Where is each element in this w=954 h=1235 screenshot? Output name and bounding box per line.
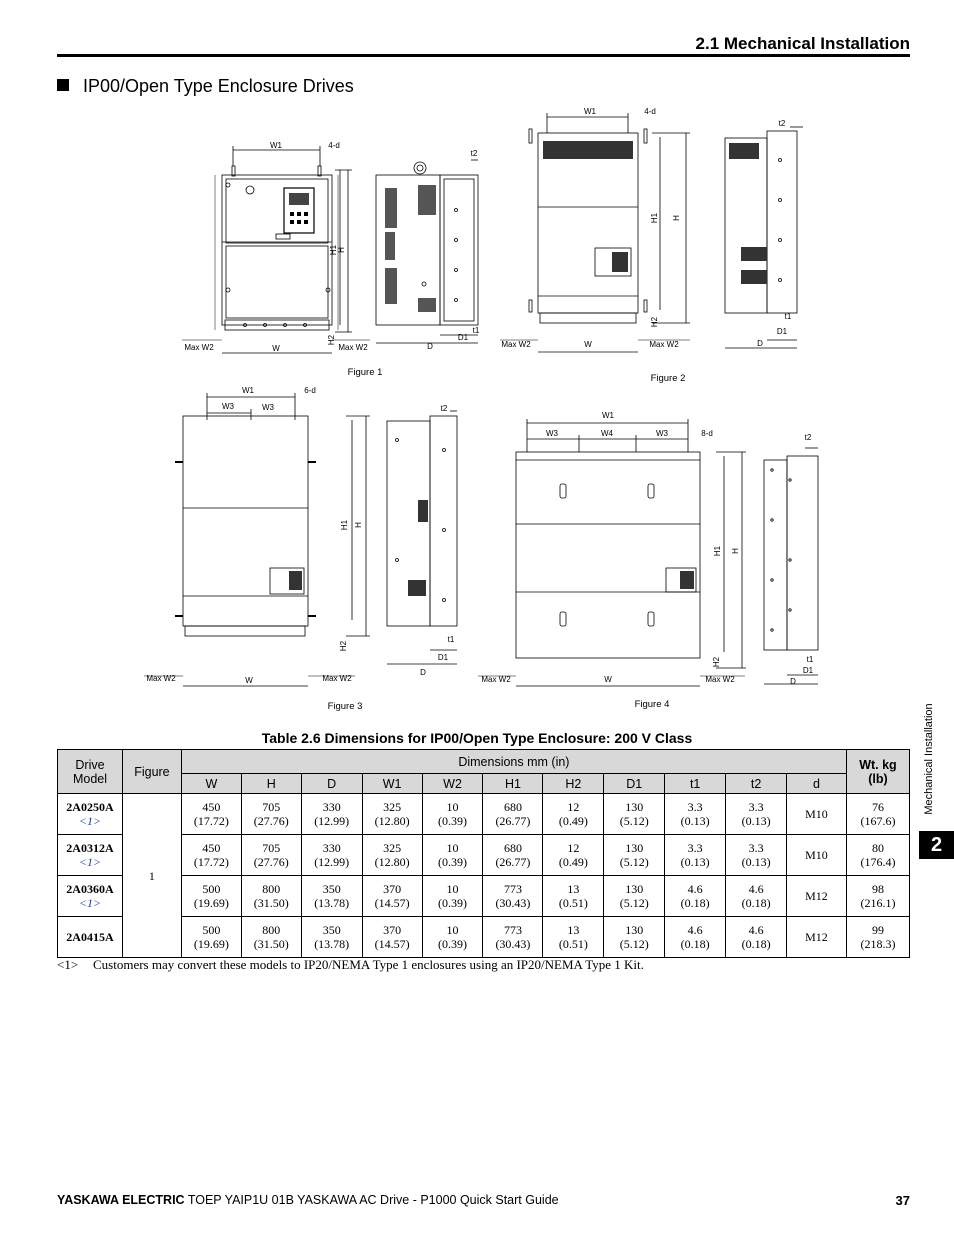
fig2-front-body [538, 133, 638, 313]
dimensions-table [57, 749, 910, 958]
fig4-label-t2: t2 [804, 433, 812, 442]
chapter-tab: 2 [919, 831, 954, 859]
fig3-label-d1: D1 [437, 653, 449, 662]
cell-d: 330 (12.99) [301, 835, 362, 876]
fig3-label-maxw2-left: Max W2 [146, 674, 176, 683]
cell-w2: 10 (0.39) [422, 835, 483, 876]
cell-bolt: M10 [787, 794, 847, 835]
fig3-label-w: W [245, 676, 253, 685]
footer-doc-info [57, 1193, 559, 1207]
table-row [58, 876, 910, 917]
cell-t2: 3.3 (0.13) [726, 794, 787, 835]
footnote-text: Customers may convert these models to IP20/NEMA Type 1 enclosures using an IP20/NEMA Type 1 Kit. [93, 957, 644, 972]
cell-bolt: M12 [787, 917, 847, 958]
header-col-t2: t2 [726, 774, 787, 794]
cell-h: 800 (31.50) [241, 917, 301, 958]
fig4-side-body [764, 460, 787, 650]
header-col-h1: H1 [483, 774, 543, 794]
note-ref-link[interactable]: <1> [78, 855, 102, 869]
fig1-label-t1: t1 [472, 326, 480, 335]
fig3-label-w1: W1 [242, 386, 254, 395]
fig1-label-h2: H2 [327, 334, 336, 346]
cell-d: 330 (12.99) [301, 794, 362, 835]
cell-t2: 4.6 (0.18) [726, 917, 787, 958]
header-col-d1: D1 [604, 774, 665, 794]
header-col-t1: t1 [665, 774, 726, 794]
fig1-label-h: H [337, 247, 346, 253]
cell-d: 350 (13.78) [301, 876, 362, 917]
footnote [57, 957, 644, 973]
fig3-caption: Figure 3 [327, 701, 363, 712]
fig1-label-4d: 4-d [328, 141, 340, 150]
fig3-label-6d: 6-d [304, 386, 316, 395]
fig3-label-w3-right: W3 [262, 403, 274, 412]
fig3-label-w3-left: W3 [222, 402, 234, 411]
header-dimensions: Dimensions mm (in) [181, 750, 846, 774]
fig2-label-maxw2-right: Max W2 [649, 340, 679, 349]
fig4-label-maxw2-right: Max W2 [705, 675, 735, 684]
cell-h2: 12 (0.49) [543, 794, 604, 835]
fig4-label-w3-right: W3 [656, 429, 668, 438]
fig4-label-w4: W4 [601, 429, 613, 438]
figure-cell: 1 [122, 794, 181, 958]
fig1-label-w: W [272, 344, 280, 353]
fig2-label-w: W [584, 340, 592, 349]
cell-w: 500 (19.69) [181, 876, 241, 917]
fig2-label-t1: t1 [784, 312, 792, 321]
fig4-front-body [516, 452, 700, 658]
cell-h2: 13 (0.51) [543, 876, 604, 917]
section-header: 2.1 Mechanical Installation [695, 34, 910, 53]
cell-bolt: M10 [787, 835, 847, 876]
note-ref-link[interactable]: <1> [78, 814, 102, 828]
cell-h2: 13 (0.51) [543, 917, 604, 958]
figure-3-drawing [144, 393, 457, 686]
fig4-label-w3-left: W3 [546, 429, 558, 438]
cell-h: 705 (27.76) [241, 794, 301, 835]
fig1-label-t2: t2 [470, 149, 478, 158]
table-caption: Table 2.6 Dimensions for IP00/Open Type Enclosure: 200 V Class [261, 730, 693, 746]
cell-d1: 130 (5.12) [604, 876, 665, 917]
header-col-bolt: d [787, 774, 847, 794]
fig3-label-maxw2-right: Max W2 [322, 674, 352, 683]
fig1-label-maxw2-left: Max W2 [184, 343, 214, 352]
fig4-label-8d: 8-d [701, 429, 713, 438]
page-number: 37 [895, 1193, 910, 1208]
cell-h: 800 (31.50) [241, 876, 301, 917]
cell-h2: 12 (0.49) [543, 835, 604, 876]
fig2-side-body [725, 138, 767, 313]
fig4-label-w1: W1 [602, 411, 614, 420]
cell-w2: 10 (0.39) [422, 876, 483, 917]
fig3-front-body [183, 416, 308, 626]
cell-t2: 3.3 (0.13) [726, 835, 787, 876]
side-tab-label: Mechanical Installation [923, 703, 935, 815]
subsection-title-text: IP00/Open Type Enclosure Drives [83, 76, 354, 96]
header-col-w: W [181, 774, 241, 794]
cell-h1: 680 (26.77) [483, 794, 543, 835]
cell-weight: 80 (176.4) [846, 835, 909, 876]
header-col-h2: H2 [543, 774, 604, 794]
fig4-label-h: H [731, 548, 740, 554]
drive-model-cell: 2A0415A [58, 917, 123, 958]
cell-t1: 3.3 (0.13) [665, 794, 726, 835]
fig2-label-d: D [757, 339, 763, 348]
fig2-label-maxw2-left: Max W2 [501, 340, 531, 349]
fig4-label-h1: H1 [713, 545, 722, 557]
header-col-h: H [241, 774, 301, 794]
fig4-label-t1: t1 [806, 655, 814, 664]
fig2-caption: Figure 2 [650, 373, 686, 384]
header-col-d: D [301, 774, 362, 794]
fig3-label-h: H [354, 522, 363, 528]
fig4-caption: Figure 4 [634, 699, 670, 710]
fig1-label-d: D [427, 342, 433, 351]
fig4-label-h2: H2 [712, 656, 721, 668]
cell-d: 350 (13.78) [301, 917, 362, 958]
fig1-caption: Figure 1 [347, 367, 383, 378]
cell-w1: 370 (14.57) [362, 917, 422, 958]
cell-h1: 680 (26.77) [483, 835, 543, 876]
drive-model-cell: 2A0360A <1> [58, 876, 123, 917]
cell-bolt: M12 [787, 876, 847, 917]
fig3-label-d: D [420, 668, 426, 677]
cell-d1: 130 (5.12) [604, 835, 665, 876]
header-weight: Wt. kg (lb) [846, 750, 909, 794]
cell-h: 705 (27.76) [241, 835, 301, 876]
fig1-label-w1: W1 [270, 141, 282, 150]
cell-w: 450 (17.72) [181, 835, 241, 876]
cell-w2: 10 (0.39) [422, 917, 483, 958]
fig2-label-d1: D1 [776, 327, 788, 336]
cell-t2: 4.6 (0.18) [726, 876, 787, 917]
fig2-label-h1: H1 [650, 212, 659, 224]
fig3-label-h1: H1 [340, 519, 349, 531]
cell-w2: 10 (0.39) [422, 794, 483, 835]
fig3-label-t2: t2 [440, 404, 448, 413]
cell-t1: 4.6 (0.18) [665, 917, 726, 958]
cell-weight: 76 (167.6) [846, 794, 909, 835]
cell-w1: 325 (12.80) [362, 794, 422, 835]
fig4-label-maxw2-left: Max W2 [481, 675, 511, 684]
fig1-label-d1: D1 [457, 333, 469, 342]
drive-model-cell: 2A0312A <1> [58, 835, 123, 876]
cell-w1: 325 (12.80) [362, 835, 422, 876]
footnote-mark: <1> [57, 957, 79, 972]
header-figure: Figure [122, 750, 181, 794]
header-drive-model: Drive Model [58, 750, 123, 794]
header-col-w1: W1 [362, 774, 422, 794]
cell-t1: 4.6 (0.18) [665, 876, 726, 917]
fig1-front-body [222, 175, 332, 325]
figure-3-labels [146, 386, 455, 712]
figure-2-drawing [500, 113, 803, 352]
table-row [58, 917, 910, 958]
cell-h1: 773 (30.43) [483, 917, 543, 958]
footer-brand: YASKAWA ELECTRIC [57, 1193, 185, 1207]
cell-w: 450 (17.72) [181, 794, 241, 835]
fig3-label-h2: H2 [339, 640, 348, 652]
note-ref-link[interactable]: <1> [78, 896, 102, 910]
cell-w: 500 (19.69) [181, 917, 241, 958]
cell-d1: 130 (5.12) [604, 794, 665, 835]
fig2-label-h2: H2 [650, 316, 659, 328]
drive-model-cell: 2A0250A <1> [58, 794, 123, 835]
fig4-label-w: W [604, 675, 612, 684]
fig3-label-t1: t1 [447, 635, 455, 644]
cell-w1: 370 (14.57) [362, 876, 422, 917]
table-row [58, 794, 910, 835]
cell-h1: 773 (30.43) [483, 876, 543, 917]
fig2-label-4d: 4-d [644, 107, 656, 116]
fig2-label-t2: t2 [778, 119, 786, 128]
fig2-label-h: H [672, 215, 681, 221]
fig4-label-d1: D1 [802, 666, 814, 675]
fig1-label-h1: H1 [329, 244, 338, 256]
footer-doc-title: TOEP YAIP1U 01B YASKAWA AC Drive - P1000 Quick Start Guide [187, 1193, 559, 1207]
cell-weight: 99 (218.3) [846, 917, 909, 958]
header-col-w2: W2 [422, 774, 483, 794]
table-row [58, 835, 910, 876]
cell-weight: 98 (216.1) [846, 876, 909, 917]
cell-t1: 3.3 (0.13) [665, 835, 726, 876]
figure-4-drawing [478, 419, 818, 686]
fig2-label-w1: W1 [584, 107, 596, 116]
cell-d1: 130 (5.12) [604, 917, 665, 958]
fig1-label-maxw2-right: Max W2 [338, 343, 368, 352]
fig4-label-d: D [790, 677, 796, 686]
